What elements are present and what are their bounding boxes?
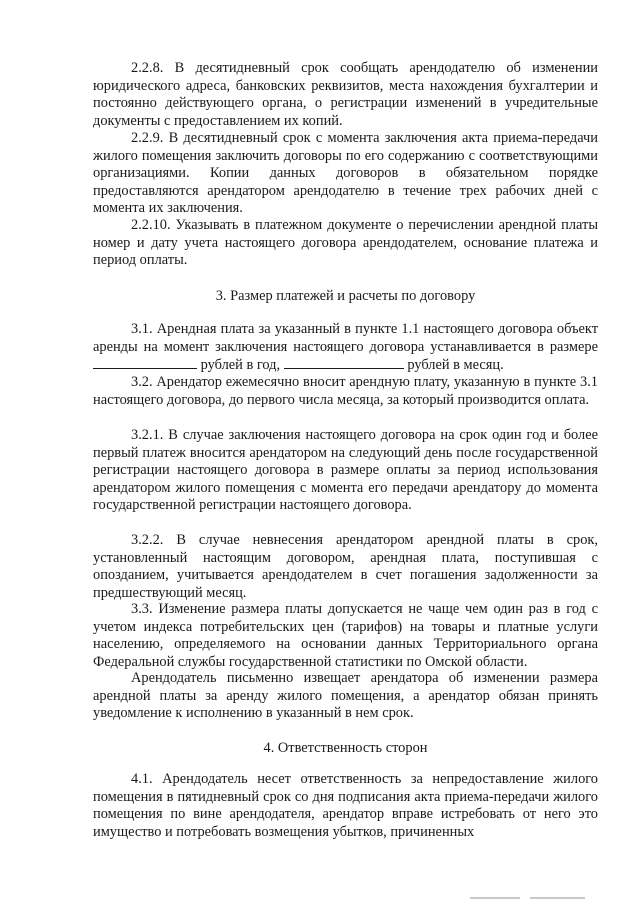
section-4-heading: 4. Ответственность сторон <box>263 740 428 756</box>
paragraph-4-1: 4.1. Арендодатель несет ответственность за непредоставление жилого помещения в пятидневный срок со дня подписания акта приема-передачи жилого помещения по вине арендодателя, арендатор вправе истребовать от него это имущество и потребовать возмещения убытков, причиненных <box>93 771 598 840</box>
paragraph-3-2-2: 3.2.2. В случае невнесения арендатором арендной платы в срок, установленный настоящим договором, арендная плата, поступившая с опозданием, учитывается арендодателем в счет погашения задолженности за предшествующий месяц. <box>93 532 598 601</box>
paragraph-3-1 <box>93 321 598 375</box>
paragraph-3-1-per-month: рублей в месяц. <box>407 357 504 373</box>
paragraph-2-2-10: 2.2.10. Указывать в платежном документе о перечислении арендной платы номер и дату учета настоящего договора арендодателем, основание платежа и период оплаты. <box>93 217 598 268</box>
paragraph-2-2-9: 2.2.9. В десятидневный срок с момента заключения акта приема-передачи жилого помещения заключить договоры по его содержанию с соответствующими организациями. Копии данных договоров в обязательном порядке предоставляются арендатором арендодателю в течение трех рабочих дней с момента их заключения. <box>93 130 598 216</box>
paragraph-2-2-8: 2.2.8. В десятидневный срок сообщать арендодателю об изменении юридического адреса, банковских реквизитов, места нахождения бухгалтерии и постоянно действующего органа, о регистрации изменений в учредительные документы с предоставлением их копий. <box>93 60 598 129</box>
scan-artifact <box>530 897 585 899</box>
paragraph-3-3-notice: Арендодатель письменно извещает арендатора об изменении размера арендной платы за аренду жилого помещения, а арендатор обязан принять уведомление к исполнению в указанный в нем срок. <box>93 670 598 721</box>
paragraph-3-1-per-year: рублей в год, <box>200 357 281 373</box>
paragraph-3-2: 3.2. Арендатор ежемесячно вносит арендную плату, указанную в пункте 3.1 настоящего договора, до первого числа месяца, за который производится оплата. <box>93 374 598 408</box>
paragraph-3-2-1: 3.2.1. В случае заключения настоящего договора на срок один год и более первый платеж вносится арендатором на следующий день после государственной регистрации настоящего договора в размере оплаты за период использования арендатором жилого помещения с момента его передачи арендатору до момента государственной регистрации настоящего договора. <box>93 427 598 513</box>
amount-per-month-blank <box>284 356 404 369</box>
section-3-heading: 3. Размер платежей и расчеты по договору <box>215 288 476 304</box>
paragraph-3-3: 3.3. Изменение размера платы допускается не чаще чем один раз в год с учетом индекса потребительских цен (тарифов) на товары и платные услуги населению, определяемого на основании данных Территориального органа Федеральной службы государственной статистики по Омской области. <box>93 601 598 670</box>
paragraph-3-1-text: 3.1. Арендная плата за указанный в пункте 1.1 настоящего договора объект аренды на момент заключения настоящего договора устанавливается в размере <box>93 321 598 355</box>
scan-artifact <box>470 897 520 899</box>
amount-per-year-blank <box>93 356 197 369</box>
